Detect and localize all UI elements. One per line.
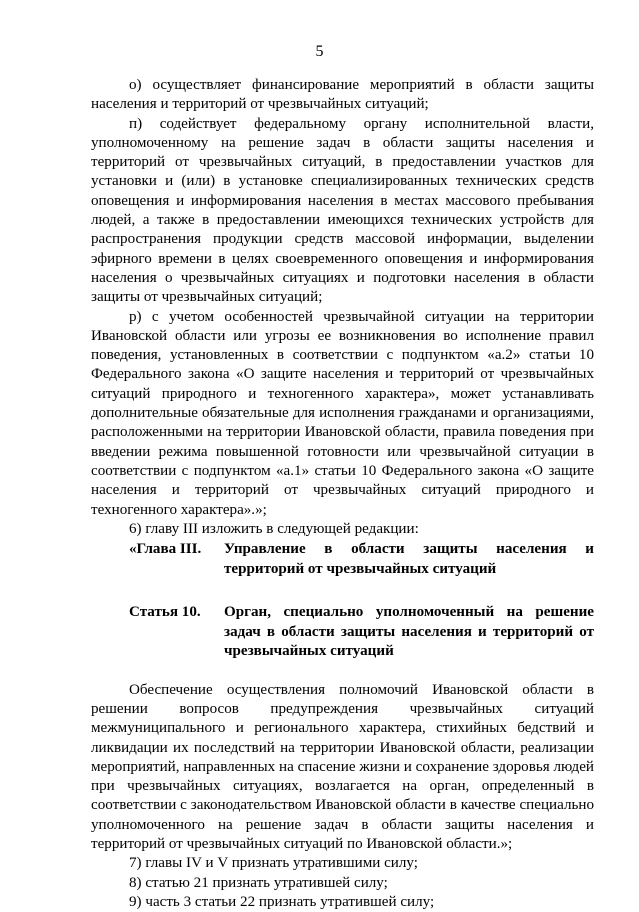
page-number: 5 bbox=[315, 43, 324, 60]
paragraph-article-text: Обеспечение осуществления полномочий Ивановской области в решении вопросов предупреждения чрезвычайных ситуаций межмуниципального и регионального характера, стихийных бедствий и ликвидации их последствий на территории Ивановской области, реализации мероприятий, направленных на спасение жизни и сохранение здоровья людей при чрезвычайных ситуациях, возлагается на орган, определенный в соответствии с законодательством Ивановской области в качестве специально уполномоченного на решение задач в области защиты населения и территорий от чрезвычайных ситуаций по Ивановской области.»; bbox=[91, 681, 594, 852]
chapter-title bbox=[224, 539, 594, 579]
paragraph-item-9: 9) часть 3 статьи 22 признать утратившей силу; bbox=[129, 893, 435, 910]
article-heading bbox=[91, 603, 594, 662]
chapter-title-line-1: Управление в области защиты населения и bbox=[224, 541, 594, 558]
paragraph-p: п) содействует федеральному органу исполнительной власти, уполномоченному на решение задач в области защиты населения и территорий от чрезвычайных ситуаций, в предоставлении участков для установки и (или) в установке специализированных технических средств оповещения и информирования населения в местах массового пребывания людей, а также в предоставлении имеющихся технических устройств для распространения продукции средств массовой информации, выделении эфирного времени в целях своевременного оповещения и информирования населения о чрезвычайных ситуациях и подготовки населения в области защиты от чрезвычайных ситуаций; bbox=[91, 115, 594, 306]
paragraph-item-6: 6) главу III изложить в следующей редакции: bbox=[129, 520, 419, 537]
chapter-label: «Глава III. bbox=[129, 541, 202, 558]
chapter-heading bbox=[91, 539, 594, 579]
paragraph-item-7: 7) главы IV и V признать утратившими силу; bbox=[129, 855, 418, 872]
article-label: Статья 10. bbox=[129, 604, 201, 621]
paragraph-item-8: 8) статью 21 признать утратившей силу; bbox=[129, 874, 388, 891]
article-body bbox=[91, 681, 594, 912]
paragraph-r: р) с учетом особенностей чрезвычайной ситуации на территории Ивановской области или угрозы ее возникновения во исполнение правил поведения, установленных в соответствии с подпунктом «а.2» статьи 10 Федерального закона «О защите населения и территорий от чрезвычайных ситуаций природного и техногенного характера», может устанавливать дополнительные обязательные для исполнения гражданами и организациями, расположенными на территории Ивановской области, правила поведения при введении режима повышенной готовности или чрезвычайной ситуации в соответствии с подпунктом «а.1» статьи 10 Федерального закона «О защите населения и территорий от чрезвычайных ситуаций природного и техногенного характера».»; bbox=[91, 308, 594, 518]
article-title: Орган, специально уполномоченный на решение задач в области защиты населения и территорий от чрезвычайных ситуаций bbox=[224, 604, 594, 660]
document-body bbox=[91, 76, 594, 912]
chapter-title-line-2: территорий от чрезвычайных ситуаций bbox=[224, 561, 497, 578]
paragraph-o: о) осуществляет финансирование мероприятий в области защиты населения и территорий от чрезвычайных ситуаций; bbox=[91, 77, 594, 113]
